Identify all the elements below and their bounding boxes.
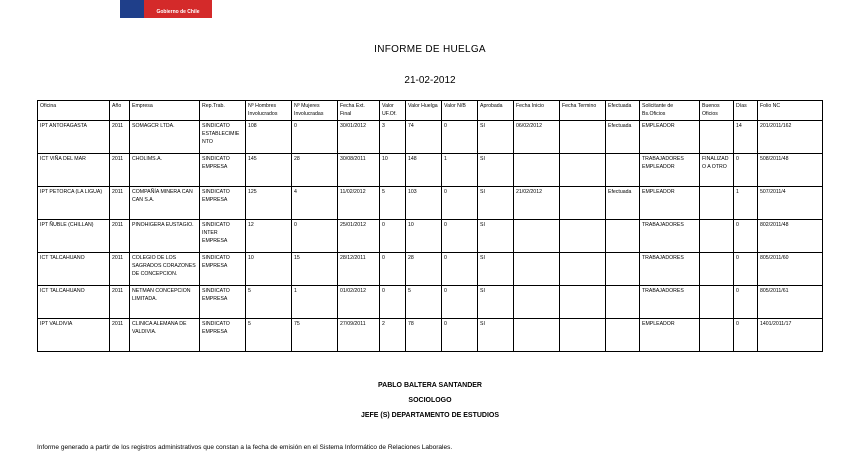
table-cell [514,318,560,351]
table-cell [560,252,606,285]
column-header: Aprobada [478,101,514,121]
column-header: Oficina [38,101,110,121]
table-cell [514,219,560,252]
table-cell: SINDICATO EMPRESA [200,285,246,318]
table-cell: 10 [380,153,406,186]
table-cell: 1401/2011/17 [758,318,823,351]
table-cell: 0 [380,285,406,318]
table-cell: 201/2011/162 [758,120,823,153]
table-cell [700,120,734,153]
table-cell: Efectuada [606,186,640,219]
table-row [38,318,823,351]
table-cell: 0 [380,219,406,252]
strike-table [37,100,823,352]
table-cell [606,219,640,252]
table-row [38,219,823,252]
table-cell: SI [478,186,514,219]
table-cell: SI [478,153,514,186]
table-cell: 28 [292,153,338,186]
table-row [38,186,823,219]
table-cell: 12 [246,219,292,252]
signature-department: JEFE (S) DEPARTAMENTO DE ESTUDIOS [360,412,500,419]
table-cell: SI [478,318,514,351]
table-cell: 3 [380,120,406,153]
table-cell: 5 [246,285,292,318]
table-cell: 28 [406,252,442,285]
table-cell: TRABAJADORES [640,219,700,252]
table-cell: PINOHIGERA EUSTAGIO. [130,219,200,252]
table-cell: 508/2011/48 [758,153,823,186]
table-cell: SINDICATO EMPRESA [200,186,246,219]
table-cell: 0 [442,186,478,219]
column-header: Fecha Inicio [514,101,560,121]
table-cell: 10 [246,252,292,285]
table-cell: 2011 [110,285,130,318]
table-cell: 30/08/2011 [338,153,380,186]
table-cell: 507/2011/4 [758,186,823,219]
column-header: Valor N/B [442,101,478,121]
table-cell: 0 [734,285,758,318]
table-cell: 15 [292,252,338,285]
table-cell: 28/12/2011 [338,252,380,285]
table-cell: SI [478,120,514,153]
table-cell: 0 [292,120,338,153]
table-cell: ICT TALCAHUANO [38,252,110,285]
column-header: Nº Hombres Involucrados [246,101,292,121]
table-cell: 0 [442,219,478,252]
table-cell: 103 [406,186,442,219]
column-header: Efectuada [606,101,640,121]
table-cell [700,219,734,252]
column-header: Fecha Ext. Final [338,101,380,121]
table-cell [606,318,640,351]
table-cell: 0 [442,120,478,153]
table-cell: 5 [406,285,442,318]
table-cell: 0 [442,285,478,318]
table-cell: 5 [246,318,292,351]
column-header: Empresa [130,101,200,121]
table-cell: 74 [406,120,442,153]
table-cell [700,318,734,351]
table-cell: EMPLEADOR [640,120,700,153]
table-cell: 14 [734,120,758,153]
table-cell: 4 [292,186,338,219]
table-cell: 5 [380,186,406,219]
table-cell: TRABAJADORES [640,285,700,318]
government-logo [120,0,212,18]
table-cell: FINALIZADO A OTRO [700,153,734,186]
table-cell [514,153,560,186]
signature-role: SOCIOLOGO [408,397,452,404]
table-cell: 805/2011/61 [758,285,823,318]
logo-red-block [144,0,212,18]
report-date: 21-02-2012 [404,75,456,86]
table-cell [514,285,560,318]
column-header: Nº Mujeres Involucradas [292,101,338,121]
table-cell [514,252,560,285]
table-cell: 1 [292,285,338,318]
table-cell: 06/02/2012 [514,120,560,153]
table-cell: SI [478,252,514,285]
table-cell: COMPAÑÍA MINERA CAN CAN S.A. [130,186,200,219]
table-cell: SINDICATO EMPRESA [200,153,246,186]
table-cell: ICT TALCAHUANO [38,285,110,318]
table-row [38,120,823,153]
table-cell [560,285,606,318]
table-cell: 108 [246,120,292,153]
table-cell: 125 [246,186,292,219]
table-cell: 30/01/2012 [338,120,380,153]
table-cell [606,252,640,285]
table-cell [700,186,734,219]
table-cell [700,252,734,285]
table-cell: TRABAJADORES [640,252,700,285]
column-header: Días [734,101,758,121]
table-cell: 2011 [110,153,130,186]
column-header: Rep.Trab. [200,101,246,121]
table-cell: SINDICATO ESTABLECIMIENTO [200,120,246,153]
report-title: INFORME DE HUELGA [374,44,486,55]
table-cell [560,219,606,252]
table-cell: 01/02/2012 [338,285,380,318]
table-cell: CLINICA ALEMANA DE VALDIVIA. [130,318,200,351]
table-cell: 148 [406,153,442,186]
table-cell: 21/02/2012 [514,186,560,219]
signature-block [0,378,860,423]
table-cell: 2011 [110,186,130,219]
table-cell: SI [478,219,514,252]
table-cell: 0 [292,219,338,252]
table-cell: SINDICATO EMPRESA [200,252,246,285]
table-cell: EMPLEADOR [640,318,700,351]
table-cell: 2011 [110,252,130,285]
logo-blue-block [120,0,144,18]
table-row [38,252,823,285]
table-cell: 0 [734,318,758,351]
table-cell: 802/2011/48 [758,219,823,252]
table-cell: SINDICATO EMPRESA [200,318,246,351]
table-cell: 2011 [110,318,130,351]
table-cell: 1 [734,186,758,219]
table-cell: SINDICATO INTER EMPRESA [200,219,246,252]
table-cell: Efectuada [606,120,640,153]
column-header: Valor UF.Of. [380,101,406,121]
table-cell [606,285,640,318]
column-header: Fecha Termino [560,101,606,121]
table-cell: 805/2011/60 [758,252,823,285]
table-cell: IPT VALDIVIA [38,318,110,351]
table-header-row [38,101,823,121]
logo-text: Gobierno de Chile [156,9,200,15]
table-cell: TRABAJADORES EMPLEADOR [640,153,700,186]
table-cell: ICT VIÑA DEL MAR [38,153,110,186]
table-cell: 0 [380,252,406,285]
table-cell: 2 [380,318,406,351]
table-cell: 10 [406,219,442,252]
table-cell: SOMAGCR LTDA. [130,120,200,153]
table-cell: IPT PETORCA (LA LIGUA) [38,186,110,219]
table-cell: 0 [442,318,478,351]
table-cell: 0 [734,219,758,252]
table-cell [560,318,606,351]
table-cell: 1 [442,153,478,186]
table-cell: COLEGIO DE LOS SAGRADOS CORAZONES DE CONCEPCION. [130,252,200,285]
table-cell: IPT ÑUBLE (CHILLAN) [38,219,110,252]
table-cell: 145 [246,153,292,186]
table-cell: 0 [734,252,758,285]
table-cell: 2011 [110,219,130,252]
table-cell: SI [478,285,514,318]
table-row [38,153,823,186]
column-header: Año [110,101,130,121]
table-row [38,285,823,318]
table-cell: 75 [292,318,338,351]
table-cell [700,285,734,318]
table-cell: 25/01/2012 [338,219,380,252]
table-cell [606,153,640,186]
table-cell [560,153,606,186]
column-header: Solicitante de Bs.Oficios [640,101,700,121]
table-cell: 78 [406,318,442,351]
table-cell: EMPLEADOR [640,186,700,219]
table-cell: 11/02/2012 [338,186,380,219]
column-header: Buenos Oficios [700,101,734,121]
signature-name: PABLO BALTERA SANTANDER [378,382,482,389]
table-cell: IPT ANTOFAGASTA [38,120,110,153]
table-cell: NETMAN CONCEPCION LIMITADA. [130,285,200,318]
table-cell: 0 [442,252,478,285]
table-cell: 2011 [110,120,130,153]
footer-note: Informe generado a partir de los registros administrativos que constan a la fecha de emisión en el Sistema Informático de Relaciones Laborales. [37,444,453,451]
table-cell: CHOLIMS.A. [130,153,200,186]
table-cell: 27/09/2011 [338,318,380,351]
table-cell: 0 [734,153,758,186]
table-cell [560,120,606,153]
column-header: Folio NC [758,101,823,121]
table-cell [560,186,606,219]
column-header: Valor Huelga [406,101,442,121]
